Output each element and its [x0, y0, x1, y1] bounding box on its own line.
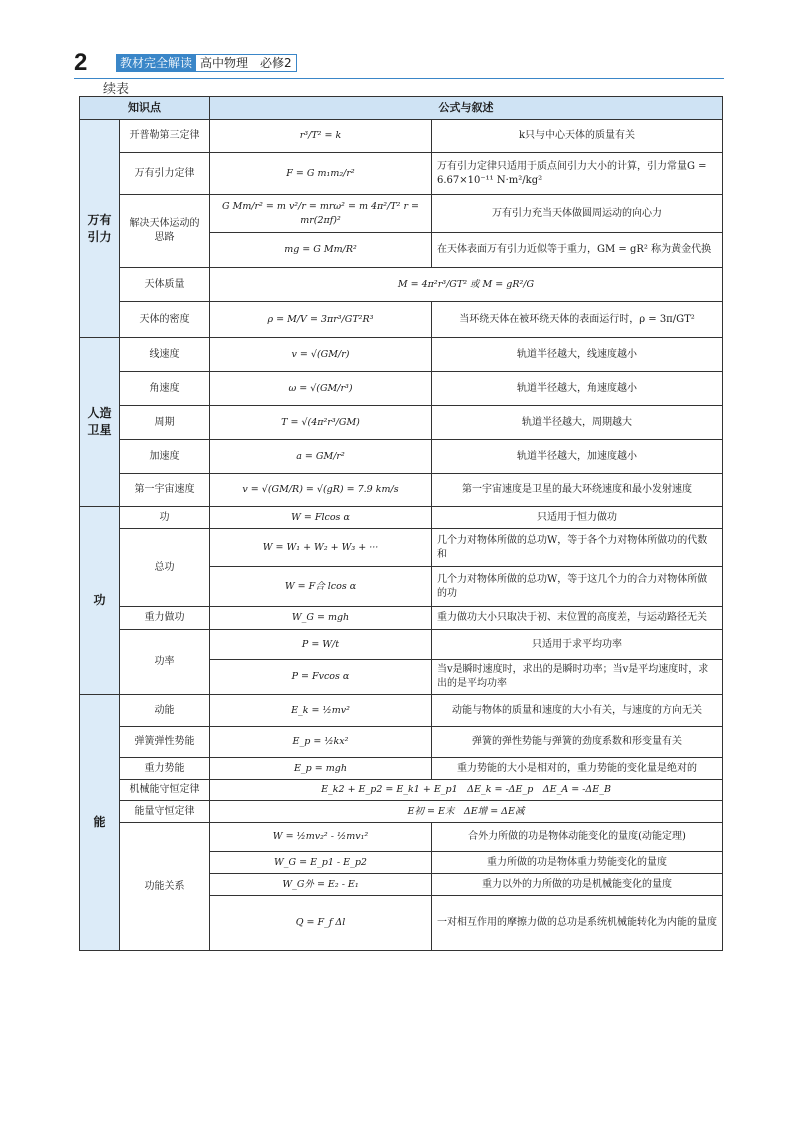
formula-cell: E_k = ½mv² [210, 695, 432, 727]
note-cell: 一对相互作用的摩擦力做的总功是系统机械能转化为内能的量度 [432, 896, 723, 951]
formula-cell: W_G外 = E₂ - E₁ [210, 874, 432, 896]
topic-cell: 功 [120, 507, 210, 529]
topic-cell: 重力势能 [120, 758, 210, 780]
topic-cell: 功率 [120, 630, 210, 695]
course-title: 高中物理 必修2 [196, 54, 297, 72]
note-cell: 轨道半径越大，线速度越小 [432, 338, 723, 372]
topic-cell: 总功 [120, 529, 210, 607]
formula-cell: E初 = E末 ΔE增 = ΔE减 [210, 801, 723, 823]
formula-cell: W = W₁ + W₂ + W₃ + ··· [210, 529, 432, 567]
topic-cell: 动能 [120, 695, 210, 727]
topic-cell: 开普勒第三定律 [120, 120, 210, 153]
table-row [80, 529, 723, 567]
note-cell: k只与中心天体的质量有关 [432, 120, 723, 153]
formula-cell: W = Flcos α [210, 507, 432, 529]
table-row [80, 727, 723, 758]
table-row [80, 758, 723, 780]
topic-cell: 天体质量 [120, 268, 210, 302]
formula-cell: W_G = mgh [210, 607, 432, 630]
table-row [80, 338, 723, 372]
formula-cell: ω = √(GM/r³) [210, 372, 432, 406]
note-cell: 当环绕天体在被环绕天体的表面运行时，ρ = 3π/GT² [432, 302, 723, 338]
note-cell: 第一宇宙速度是卫星的最大环绕速度和最小发射速度 [432, 474, 723, 507]
table-row [80, 780, 723, 801]
table-row [80, 372, 723, 406]
formula-cell: v = √(GM/r) [210, 338, 432, 372]
topic-cell: 万有引力定律 [120, 153, 210, 195]
note-cell: 重力做功大小只取决于初、末位置的高度差，与运动路径无关 [432, 607, 723, 630]
formula-cell: r³/T² = k [210, 120, 432, 153]
note-cell: 轨道半径越大，角速度越小 [432, 372, 723, 406]
formula-cell: E_p = mgh [210, 758, 432, 780]
topic-cell: 角速度 [120, 372, 210, 406]
table-row [80, 801, 723, 823]
formula-cell: mg = G Mm/R² [210, 233, 432, 268]
category-energy: 能 [80, 695, 120, 951]
note-cell: 在天体表面万有引力近似等于重力，GM = gR² 称为黄金代换 [432, 233, 723, 268]
table-row [80, 474, 723, 507]
note-cell: 重力以外的力所做的功是机械能变化的量度 [432, 874, 723, 896]
note-cell: 重力所做的功是物体重力势能变化的量度 [432, 852, 723, 874]
header-formula-description: 公式与叙述 [210, 97, 723, 120]
note-cell: 动能与物体的质量和速度的大小有关，与速度的方向无关 [432, 695, 723, 727]
note-cell: 合外力所做的功是物体动能变化的量度(动能定理) [432, 823, 723, 852]
table-row [80, 302, 723, 338]
formula-cell: G Mm/r² = m v²/r = mrω² = m 4π²/T² r = mr(2πf)² [210, 195, 432, 233]
note-cell: 万有引力充当天体做圆周运动的向心力 [432, 195, 723, 233]
topic-cell: 机械能守恒定律 [120, 780, 210, 801]
table-row [80, 440, 723, 474]
topic-cell: 第一宇宙速度 [120, 474, 210, 507]
formula-cell: ρ = M/V = 3πr³/GT²R³ [210, 302, 432, 338]
formula-cell: Q = F_f Δl [210, 896, 432, 951]
topic-cell: 解决天体运动的思路 [120, 195, 210, 268]
table-row [80, 507, 723, 529]
formula-cell: v = √(GM/R) = √(gR) = 7.9 km/s [210, 474, 432, 507]
formula-cell: F = G m₁m₂/r² [210, 153, 432, 195]
note-cell: 轨道半径越大，加速度越小 [432, 440, 723, 474]
formula-cell: W = ½mv₂² - ½mv₁² [210, 823, 432, 852]
note-cell: 几个力对物体所做的总功W，等于各个力对物体所做功的代数和 [432, 529, 723, 567]
note-cell: 只适用于求平均功率 [432, 630, 723, 660]
formula-cell: M = 4π²r³/GT² 或 M = gR²/G [210, 268, 723, 302]
topic-cell: 能量守恒定律 [120, 801, 210, 823]
topic-cell: 功能关系 [120, 823, 210, 951]
formula-cell: P = Fvcos α [210, 660, 432, 695]
table-row [80, 630, 723, 660]
note-cell: 轨道半径越大，周期越大 [432, 406, 723, 440]
note-cell: 重力势能的大小是相对的，重力势能的变化量是绝对的 [432, 758, 723, 780]
page-header [74, 50, 724, 80]
series-title: 教材完全解读 [116, 54, 196, 72]
table-row [80, 120, 723, 153]
note-cell: 几个力对物体所做的总功W，等于这几个力的合力对物体所做的功 [432, 567, 723, 607]
table-row [80, 268, 723, 302]
topic-cell: 周期 [120, 406, 210, 440]
category-work: 功 [80, 507, 120, 695]
category-satellite: 人造 卫星 [80, 338, 120, 507]
formula-cell: W = F合 lcos α [210, 567, 432, 607]
table-row [80, 195, 723, 233]
formula-cell: W_G = E_p1 - E_p2 [210, 852, 432, 874]
table-row [80, 823, 723, 852]
formula-cell: E_k2 + E_p2 = E_k1 + E_p1 ΔE_k = -ΔE_p ΔE_A = -ΔE_B [210, 780, 723, 801]
book-tag [116, 54, 297, 72]
category-gravitation: 万有 引力 [80, 120, 120, 338]
note-cell: 弹簧的弹性势能与弹簧的劲度系数和形变量有关 [432, 727, 723, 758]
note-cell: 只适用于恒力做功 [432, 507, 723, 529]
note-cell: 万有引力定律只适用于质点间引力大小的计算，引力常量G = 6.67×10⁻¹¹ N·m²/kg² [432, 153, 723, 195]
knowledge-table [79, 96, 723, 951]
formula-cell: a = GM/r² [210, 440, 432, 474]
table-row [80, 607, 723, 630]
header-knowledge-point: 知识点 [80, 97, 210, 120]
topic-cell: 天体的密度 [120, 302, 210, 338]
page-number: 2 [74, 49, 88, 76]
formula-cell: T = √(4π²r³/GM) [210, 406, 432, 440]
formula-cell: P = W/t [210, 630, 432, 660]
note-cell: 当v是瞬时速度时，求出的是瞬时功率；当v是平均速度时，求出的是平均功率 [432, 660, 723, 695]
table-row [80, 153, 723, 195]
continued-label: 续表 [103, 82, 130, 97]
topic-cell: 线速度 [120, 338, 210, 372]
table-header-row [80, 97, 723, 120]
header-rule [74, 78, 724, 79]
formula-cell: E_p = ½kx² [210, 727, 432, 758]
table-row [80, 695, 723, 727]
table-row [80, 406, 723, 440]
topic-cell: 重力做功 [120, 607, 210, 630]
topic-cell: 加速度 [120, 440, 210, 474]
topic-cell: 弹簧弹性势能 [120, 727, 210, 758]
